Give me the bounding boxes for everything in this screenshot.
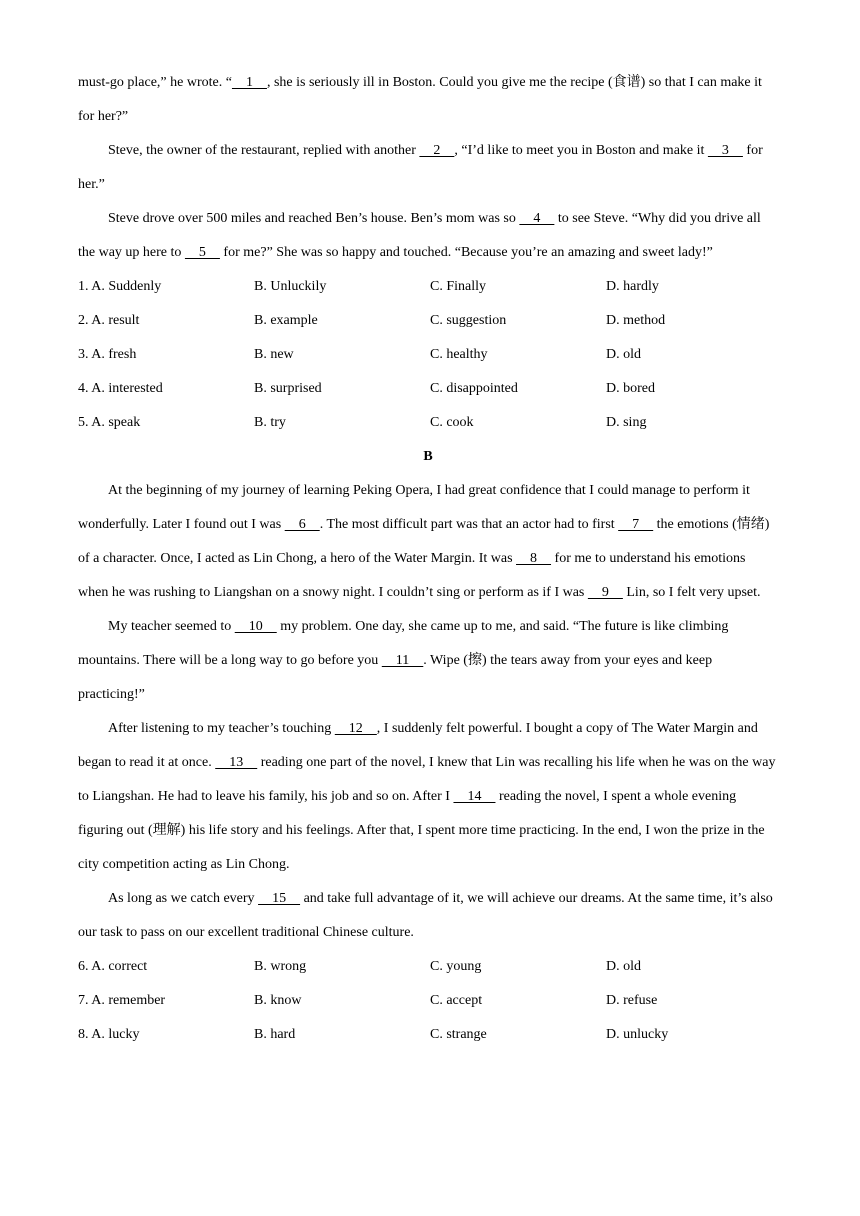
- option: [254, 984, 430, 1018]
- option-text: B. Unluckily: [254, 279, 327, 294]
- option: [78, 270, 254, 304]
- paragraph: [78, 474, 778, 610]
- question-row: [78, 1018, 778, 1052]
- option: [254, 372, 430, 406]
- paragraph: [78, 882, 778, 950]
- option: [606, 372, 778, 406]
- question-number: 8.: [78, 1027, 89, 1042]
- option-text: A. Suddenly: [91, 279, 162, 294]
- option-text: C. accept: [430, 993, 483, 1008]
- option: [254, 950, 430, 984]
- option-text: D. old: [606, 347, 641, 362]
- option-text: D. hardly: [606, 279, 659, 294]
- questions-a: [78, 270, 778, 440]
- option: [606, 984, 778, 1018]
- option: [78, 406, 254, 440]
- text-segment: reading one part of the novel, I knew that Lin was recalling his life when he was on the way to Liangshan. He had to leave his family, his job and so on. After I: [78, 755, 776, 804]
- text-segment: Lin, so I felt very upset.: [622, 585, 761, 600]
- option-text: B. example: [254, 313, 318, 328]
- question-row: [78, 372, 778, 406]
- questions-b: [78, 950, 778, 1052]
- text-segment: my problem. One day, she came up to me, and said. “The future is like climbing mountains. There will be a long way to go before you: [78, 619, 729, 668]
- option-text: D. method: [606, 313, 666, 328]
- paragraph: [78, 712, 778, 882]
- blank-11: 11: [381, 653, 424, 668]
- question-row: [78, 338, 778, 372]
- text-segment: , I suddenly felt powerful. I bought a copy of The Water Margin and began to read it at once.: [78, 721, 758, 770]
- text-segment: After listening to my teacher’s touching: [108, 721, 335, 736]
- question-number: 4.: [78, 381, 89, 396]
- option: [606, 304, 778, 338]
- text-segment: My teacher seemed to: [108, 619, 235, 634]
- passage-a: [78, 66, 778, 270]
- section-b-title: B: [423, 449, 433, 464]
- option-text: B. wrong: [254, 959, 307, 974]
- option: [78, 304, 254, 338]
- option: [254, 406, 430, 440]
- passage-b: [78, 474, 778, 950]
- question-number: 7.: [78, 993, 89, 1008]
- option: [78, 372, 254, 406]
- paragraph: [78, 202, 778, 270]
- option-text: C. cook: [430, 415, 474, 430]
- option-text: A. result: [91, 313, 140, 328]
- option-text: C. disappointed: [430, 381, 518, 396]
- text-segment: . The most difficult part was that an actor had to first: [319, 517, 619, 532]
- option-text: B. try: [254, 415, 286, 430]
- text-segment: must-go place,” he wrote. “: [78, 75, 232, 90]
- text-segment: At the beginning of my journey of learning Peking Opera, I had great confidence that I could manage to perform it wonderfully. Later I found out I was: [78, 483, 750, 532]
- question-number: 2.: [78, 313, 89, 328]
- paragraph: [78, 134, 778, 202]
- question-number: 1.: [78, 279, 89, 294]
- option-text: A. remember: [91, 993, 166, 1008]
- blank-15: 15: [258, 891, 301, 906]
- option: [254, 304, 430, 338]
- option: [430, 372, 606, 406]
- blank-4: 4: [519, 211, 555, 226]
- question-number: 3.: [78, 347, 89, 362]
- document-content: [78, 66, 778, 1052]
- text-segment: for her.”: [78, 143, 763, 192]
- text-segment: for me to understand his emotions when he was rushing to Liangshan on a snowy night. I couldn’t sing or perform as if I was: [78, 551, 746, 600]
- option-text: B. surprised: [254, 381, 322, 396]
- blank-7: 7: [618, 517, 654, 532]
- option-text: C. suggestion: [430, 313, 507, 328]
- text-segment: As long as we catch every: [108, 891, 259, 906]
- option: [606, 406, 778, 440]
- option: [430, 1018, 606, 1052]
- blank-12: 12: [334, 721, 377, 736]
- option: [606, 950, 778, 984]
- text-segment: for me?” She was so happy and touched. “Because you’re an amazing and sweet lady!”: [219, 245, 713, 260]
- option-text: D. unlucky: [606, 1027, 669, 1042]
- text-segment: . Wipe (擦) the tears away from your eyes and keep practicing!”: [78, 653, 713, 702]
- question-row: [78, 950, 778, 984]
- question-number: 5.: [78, 415, 89, 430]
- option: [430, 338, 606, 372]
- blank-3: 3: [707, 143, 743, 158]
- text-segment: the emotions (情绪) of a character. Once, I acted as Lin Chong, a hero of the Water Margin. It was: [78, 517, 770, 566]
- option-text: A. lucky: [91, 1027, 140, 1042]
- option-text: C. healthy: [430, 347, 488, 362]
- blank-6: 6: [284, 517, 320, 532]
- option-text: D. refuse: [606, 993, 658, 1008]
- option: [430, 304, 606, 338]
- text-segment: Steve drove over 500 miles and reached Ben’s house. Ben’s mom was so: [108, 211, 520, 226]
- option: [254, 270, 430, 304]
- question-row: [78, 984, 778, 1018]
- question-number: 6.: [78, 959, 89, 974]
- option: [78, 984, 254, 1018]
- question-row: [78, 406, 778, 440]
- option-text: A. speak: [91, 415, 141, 430]
- blank-9: 9: [587, 585, 623, 600]
- option: [430, 406, 606, 440]
- text-segment: , she is seriously ill in Boston. Could you give me the recipe (食谱) so that I can make it for her?”: [78, 75, 762, 124]
- blank-2: 2: [419, 143, 455, 158]
- option: [78, 1018, 254, 1052]
- option-text: D. sing: [606, 415, 647, 430]
- paragraph: [78, 610, 778, 712]
- option: [78, 950, 254, 984]
- question-row: [78, 304, 778, 338]
- question-row: [78, 270, 778, 304]
- blank-14: 14: [453, 789, 496, 804]
- option: [606, 1018, 778, 1052]
- option-text: B. new: [254, 347, 294, 362]
- option: [430, 270, 606, 304]
- text-segment: reading the novel, I spent a whole evening figuring out (理解) his life story and his feelings. After that, I spent more time practicing. In the end, I won the prize in the city competition acting as Lin Chong.: [78, 789, 765, 872]
- option-text: A. correct: [91, 959, 148, 974]
- text-segment: to see Steve. “Why did you drive all the way up here to: [78, 211, 761, 260]
- blank-5: 5: [184, 245, 220, 260]
- blank-1: 1: [231, 75, 267, 90]
- option-text: C. Finally: [430, 279, 487, 294]
- option: [606, 338, 778, 372]
- blank-8: 8: [516, 551, 552, 566]
- text-segment: Steve, the owner of the restaurant, replied with another: [108, 143, 420, 158]
- option-text: A. fresh: [91, 347, 137, 362]
- option: [78, 338, 254, 372]
- option-text: C. strange: [430, 1027, 487, 1042]
- option: [254, 1018, 430, 1052]
- paragraph: [78, 66, 778, 134]
- option-text: D. old: [606, 959, 641, 974]
- option-text: B. hard: [254, 1027, 296, 1042]
- option-text: C. young: [430, 959, 482, 974]
- text-segment: , “I’d like to meet you in Boston and make it: [454, 143, 708, 158]
- option: [254, 338, 430, 372]
- option: [430, 950, 606, 984]
- option-text: D. bored: [606, 381, 655, 396]
- text-segment: and take full advantage of it, we will achieve our dreams. At the same time, it’s also our task to pass on our excellent traditional Chinese culture.: [78, 891, 773, 940]
- blank-13: 13: [215, 755, 258, 770]
- blank-10: 10: [234, 619, 277, 634]
- option: [430, 984, 606, 1018]
- option: [606, 270, 778, 304]
- option-text: A. interested: [91, 381, 163, 396]
- option-text: B. know: [254, 993, 302, 1008]
